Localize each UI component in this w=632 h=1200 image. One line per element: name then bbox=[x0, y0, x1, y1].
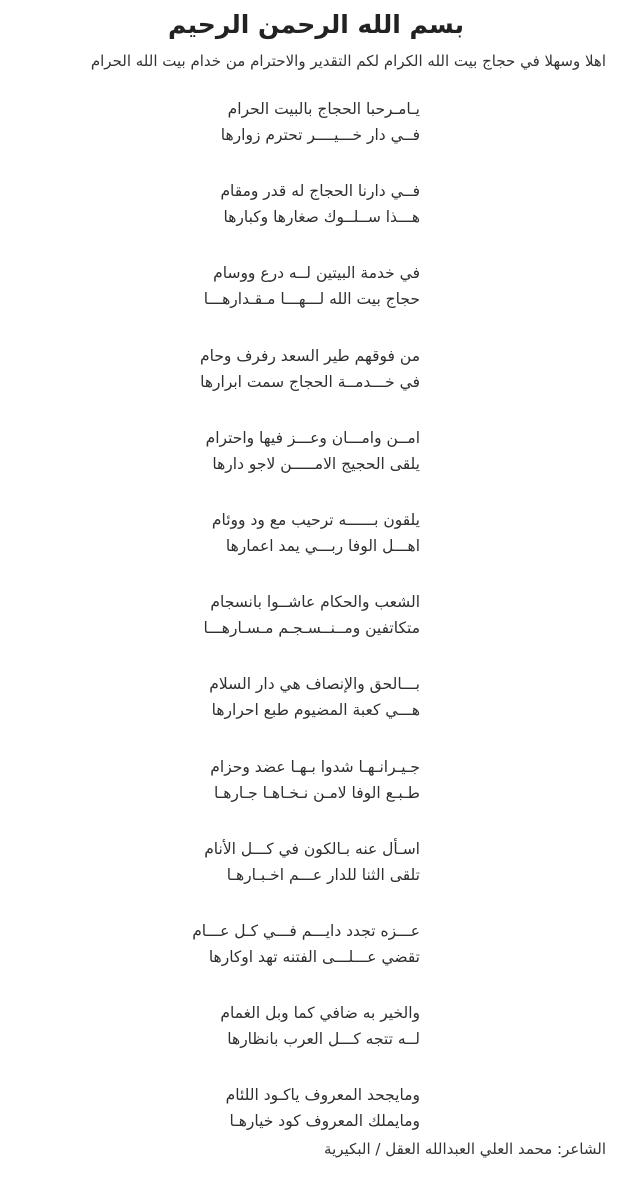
stanza bbox=[190, 178, 420, 260]
verse-line: فــي دارنا الحجاج له قدر ومقام bbox=[220, 182, 420, 201]
verse-line: في خـــدمــة الحجاج سمت ابرارها bbox=[200, 372, 420, 391]
poet-signature: الشاعر: محمد العلي العبدالله العقل / البكيرية bbox=[324, 1140, 606, 1158]
verse-line: بـــالحق والإنصاف هي دار السلام bbox=[209, 675, 420, 694]
stanza bbox=[190, 343, 420, 425]
stanza bbox=[190, 1000, 420, 1082]
verse-line: لــه تتجه كـــل العرب بانظارها bbox=[227, 1030, 420, 1049]
greeting-line: اهلا وسهلا في حجاج بيت الله الكرام لكم التقدير والاحترام من خدام بيت الله الحرام bbox=[90, 52, 606, 70]
verse-line: هـــي كعبة المضيوم طبع احرارها bbox=[211, 701, 420, 720]
verse-line: اسـأل عنه بـالكون في كـــل الأنام bbox=[204, 839, 420, 858]
verse-line: تلقى الثنا للدار عـــم اخـبـارهـا bbox=[226, 865, 420, 884]
stanza bbox=[190, 671, 420, 753]
verse-line: عـــزه تجدد دايـــم فـــي كـل عـــام bbox=[192, 921, 420, 940]
verse-line: حجاج بيت الله لـــهـــا مـقـدارهـــا bbox=[203, 290, 420, 309]
stanza bbox=[190, 918, 420, 1000]
stanza bbox=[190, 836, 420, 918]
verse-line: يلقون بــــــه ترحيب مع ود ووئام bbox=[211, 510, 420, 529]
verse-line: هـــذا ســلــوك صغارها وكبارها bbox=[223, 208, 420, 227]
verse-line: من فوقهم طير السعد رفرف وحام bbox=[200, 346, 420, 365]
verse-line: ومايملك المعروف كود خيارهـا bbox=[229, 1112, 420, 1131]
verse-line: فــي دار خـــيــــر تحترم زوارها bbox=[220, 126, 420, 144]
verse-line: اهـــل الوفا ربـــي يمد اعمارها bbox=[225, 536, 420, 555]
page-title: بسم الله الرحمن الرحيم bbox=[168, 10, 464, 39]
verse-line: امــن وامـــان وعـــز فيها واحترام bbox=[205, 428, 420, 447]
verse-line: طـبـع الوفا لامـن نـخـاهـا جـارهـا bbox=[213, 783, 420, 802]
verse-line: متكاتفين ومــنــسـجـم مـسـارهـــا bbox=[203, 619, 420, 638]
poem-body bbox=[190, 96, 420, 1164]
verse-line: يـامـرحبا الحجاج بالبيت الحرام bbox=[227, 100, 420, 118]
verse-line: والخير به ضافي كما وبل الغمام bbox=[220, 1004, 420, 1023]
stanza bbox=[190, 260, 420, 342]
verse-line: في خدمة البيتين لــه درع ووسام bbox=[213, 264, 420, 283]
verse-line: جـيـرانـهـا شدوا بـهـا عضد وحزام bbox=[210, 757, 420, 776]
verse-line: ومايجحد المعروف ياكـود اللئام bbox=[225, 1086, 420, 1105]
verse-line: يلقى الحجيج الامـــــن لاجو دارها bbox=[212, 454, 420, 473]
stanza bbox=[190, 96, 420, 178]
stanza bbox=[190, 425, 420, 507]
stanza bbox=[190, 507, 420, 589]
verse-line: الشعب والحكام عاشــوا بانسجام bbox=[210, 593, 420, 612]
stanza bbox=[190, 589, 420, 671]
verse-line: تقضي عـــلـــى الفتنه تهد اوكارها bbox=[208, 947, 420, 966]
stanza bbox=[190, 754, 420, 836]
